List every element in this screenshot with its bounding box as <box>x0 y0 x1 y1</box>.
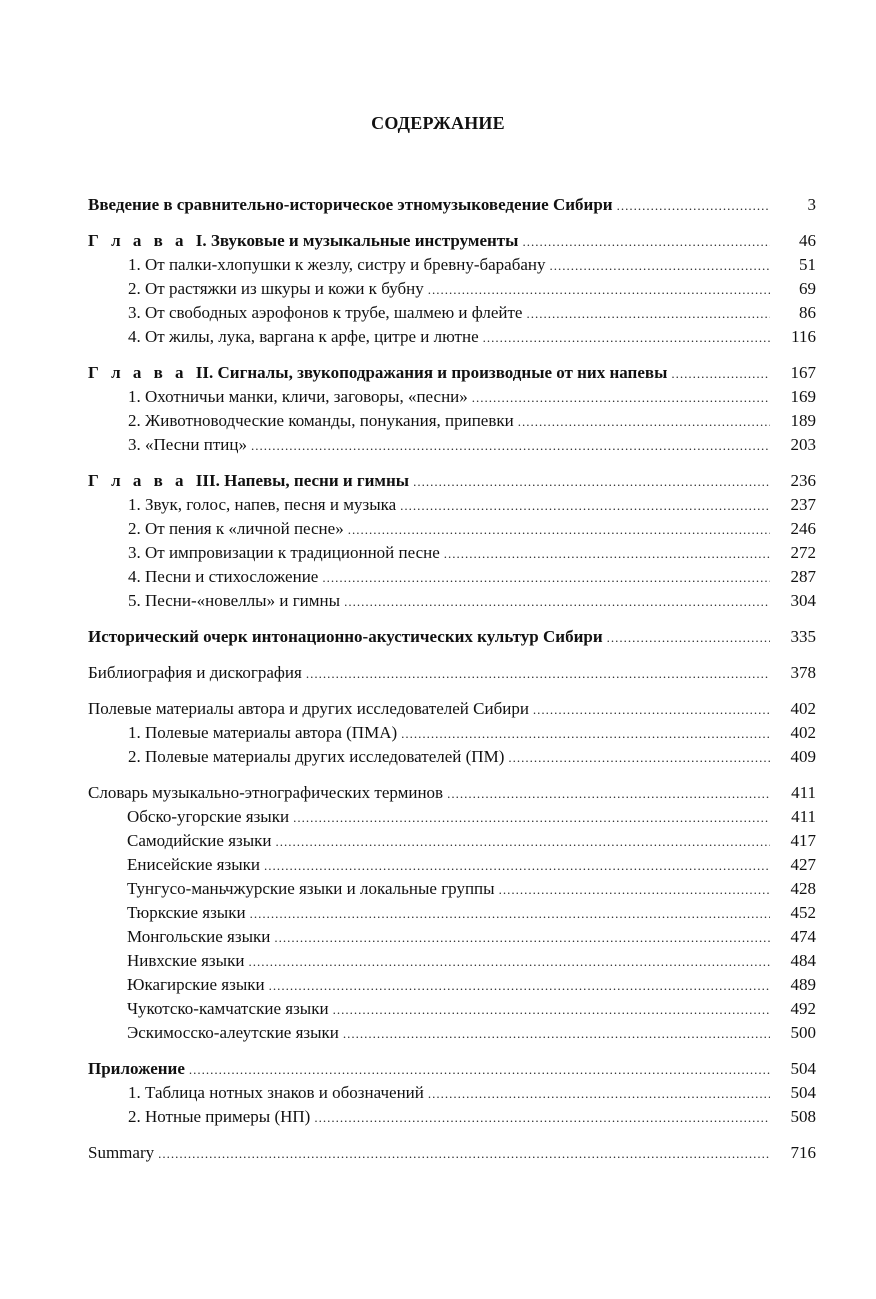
toc-entry-text: Эскимосско-алеутские языки <box>127 1023 339 1042</box>
chapter-prefix: Г л а в а <box>88 231 196 250</box>
toc-page-number: 411 <box>791 783 816 802</box>
toc-entry-label <box>88 721 401 745</box>
dot-leader <box>314 1106 770 1130</box>
section-gap <box>88 349 828 361</box>
toc-page-number: 86 <box>799 303 816 322</box>
toc-entry-label <box>88 1081 428 1105</box>
toc-entry <box>88 745 828 769</box>
dot-leader <box>401 722 770 746</box>
toc-page-number: 492 <box>790 999 816 1018</box>
section-gap <box>88 457 828 469</box>
toc-page-number: 716 <box>790 1143 816 1162</box>
toc-entry <box>88 385 828 409</box>
toc-entry-text: 2. Полевые материалы других исследователей (ПМ) <box>128 747 505 766</box>
toc-page-number: 203 <box>790 435 816 454</box>
toc-page-number: 272 <box>790 543 816 562</box>
dot-leader <box>343 1022 770 1046</box>
toc-page-number: 287 <box>790 567 816 586</box>
toc-entry-text: Приложение <box>88 1059 185 1078</box>
toc-page-number: 169 <box>790 387 816 406</box>
toc-entry-text: Введение в сравнительно-историческое этномузыковедение Сибири <box>88 195 613 214</box>
toc-entry-label <box>88 925 274 949</box>
dot-leader <box>158 1142 770 1166</box>
toc-page-number: 411 <box>791 807 816 826</box>
dot-leader <box>508 746 770 770</box>
toc-entry <box>88 541 828 565</box>
dot-leader <box>264 854 770 878</box>
toc-page-number: 69 <box>799 279 816 298</box>
toc-entry-text: Библиография и дискография <box>88 663 302 682</box>
toc-entry-text: III. Напевы, песни и гимны <box>195 471 410 490</box>
toc-entry-text: 4. От жилы, лука, варгана к арфе, цитре и лютне <box>128 327 479 346</box>
dot-leader <box>293 806 770 830</box>
toc-entry-label <box>88 517 348 541</box>
toc-entry-text: 1. Звук, голос, напев, песня и музыка <box>128 495 397 514</box>
toc-entry-label <box>88 829 276 853</box>
toc-entry-text: Монгольские языки <box>127 927 271 946</box>
toc-page-number: 335 <box>790 627 816 646</box>
toc-entry-label <box>88 1105 314 1129</box>
toc-entry-text: Чукотско-камчатские языки <box>127 999 329 1018</box>
toc-entry-label <box>88 409 518 433</box>
dot-leader <box>306 662 770 686</box>
dot-leader <box>428 1082 770 1106</box>
toc-entry-text: 3. От импровизации к традиционной песне <box>128 543 440 562</box>
toc-entry-label <box>88 361 671 385</box>
toc-entry-label <box>88 997 333 1021</box>
toc-entry <box>88 853 828 877</box>
toc-entry <box>88 697 828 721</box>
section-gap <box>88 769 828 781</box>
toc-entry-text: 2. От растяжки из шкуры и кожи к бубну <box>128 279 424 298</box>
toc-entry <box>88 565 828 589</box>
dot-leader <box>248 950 770 974</box>
toc-page-number: 504 <box>790 1083 816 1102</box>
dot-leader <box>447 782 770 806</box>
toc-page-number: 452 <box>790 903 816 922</box>
dot-leader <box>413 470 770 494</box>
toc-page-number: 167 <box>790 363 816 382</box>
dot-leader <box>526 302 770 326</box>
toc-entry <box>88 805 828 829</box>
toc-entry <box>88 253 828 277</box>
toc-page-number: 409 <box>790 747 816 766</box>
toc-entry <box>88 973 828 997</box>
toc-entry <box>88 229 828 253</box>
toc-page-number: 489 <box>790 975 816 994</box>
toc-entry-text: 2. Животноводческие команды, понукания, припевки <box>128 411 514 430</box>
toc-entry-text: 2. Нотные примеры (НП) <box>128 1107 311 1126</box>
toc-entry <box>88 1105 828 1129</box>
toc-page-number: 428 <box>790 879 816 898</box>
toc-entry-text: 1. От палки-хлопушки к жезлу, систру и бревну-барабану <box>128 255 546 274</box>
toc-page-number: 51 <box>799 255 816 274</box>
toc-entry <box>88 997 828 1021</box>
dot-leader <box>251 434 770 458</box>
toc-entry-label <box>88 901 250 925</box>
toc-entry-text: Самодийские языки <box>127 831 272 850</box>
toc-entry-text: Тюркские языки <box>127 903 246 922</box>
toc-entry <box>88 1057 828 1081</box>
dot-leader <box>269 974 770 998</box>
toc-entry-label <box>88 697 533 721</box>
dot-leader <box>483 326 770 350</box>
toc-entry-label <box>88 433 251 457</box>
toc-entry <box>88 949 828 973</box>
toc-entry-label <box>88 949 248 973</box>
toc-page-number: 116 <box>791 327 816 346</box>
toc-entry <box>88 325 828 349</box>
toc-entry <box>88 301 828 325</box>
toc-entry-text: 3. «Песни птиц» <box>128 435 247 454</box>
page-title: СОДЕРЖАНИЕ <box>371 113 505 133</box>
toc-page-number: 237 <box>790 495 816 514</box>
toc-entry-label <box>88 253 550 277</box>
dot-leader <box>428 278 770 302</box>
toc-entry-label <box>88 589 344 613</box>
toc-entry-text: Енисейские языки <box>127 855 260 874</box>
dot-leader <box>550 254 770 278</box>
toc-entry-label <box>88 853 264 877</box>
toc-entry-label <box>88 1141 158 1165</box>
toc-entry <box>88 277 828 301</box>
toc-entry-label <box>88 1021 343 1045</box>
toc-entry-label <box>88 877 499 901</box>
toc-entry <box>88 661 828 685</box>
toc-entry-text: 2. От пения к «личной песне» <box>128 519 344 538</box>
toc-entry <box>88 625 828 649</box>
toc-entry <box>88 877 828 901</box>
toc-entry-text: Исторический очерк интонационно-акустических культур Сибири <box>88 627 603 646</box>
toc-entry-text: 4. Песни и стихосложение <box>128 567 319 586</box>
toc-entry <box>88 361 828 385</box>
toc-entry-label <box>88 805 293 829</box>
dot-leader <box>499 878 770 902</box>
toc-entry-text: Обско-угорские языки <box>127 807 290 826</box>
dot-leader <box>274 926 770 950</box>
toc-page-number: 500 <box>790 1023 816 1042</box>
toc-entry <box>88 589 828 613</box>
toc-page-number: 484 <box>790 951 816 970</box>
dot-leader <box>276 830 770 854</box>
toc-entry <box>88 901 828 925</box>
toc-page-number: 427 <box>790 855 816 874</box>
toc-entry <box>88 781 828 805</box>
dot-leader <box>617 194 770 218</box>
toc-entry-label <box>88 193 617 217</box>
toc-page-number: 246 <box>790 519 816 538</box>
toc-entry-label <box>88 1057 189 1081</box>
section-gap <box>88 685 828 697</box>
toc-page-number: 417 <box>790 831 816 850</box>
toc-page-number: 504 <box>790 1059 816 1078</box>
toc-page-number: 402 <box>790 699 816 718</box>
dot-leader <box>444 542 770 566</box>
chapter-prefix: Г л а в а <box>88 363 196 382</box>
dot-leader <box>400 494 770 518</box>
toc-entry-text: Summary <box>88 1143 155 1162</box>
dot-leader <box>522 230 770 254</box>
toc-page-number: 236 <box>790 471 816 490</box>
table-of-contents <box>88 193 828 1165</box>
toc-entry <box>88 493 828 517</box>
toc-entry-label <box>88 469 413 493</box>
toc-entry-text: 3. От свободных аэрофонов к трубе, шалмею и флейте <box>128 303 523 322</box>
toc-entry-label <box>88 781 447 805</box>
dot-leader <box>333 998 770 1022</box>
toc-page-number: 3 <box>807 195 816 214</box>
toc-page-number: 304 <box>790 591 816 610</box>
dot-leader <box>189 1058 770 1082</box>
toc-entry-text: 5. Песни-«новеллы» и гимны <box>128 591 341 610</box>
toc-entry <box>88 1081 828 1105</box>
dot-leader <box>518 410 770 434</box>
toc-entry-text: Юкагирские языки <box>127 975 265 994</box>
toc-entry <box>88 1141 828 1165</box>
toc-entry-text: II. Сигналы, звукоподражания и производные от них напевы <box>195 363 668 382</box>
dot-leader <box>533 698 770 722</box>
toc-entry-label <box>88 661 306 685</box>
toc-entry <box>88 433 828 457</box>
toc-entry <box>88 517 828 541</box>
toc-entry-label <box>88 301 526 325</box>
toc-entry <box>88 925 828 949</box>
toc-entry-label <box>88 277 428 301</box>
section-gap <box>88 1045 828 1057</box>
toc-entry-label <box>88 745 508 769</box>
toc-entry <box>88 829 828 853</box>
toc-entry-label <box>88 385 472 409</box>
toc-entry-label <box>88 229 522 253</box>
toc-entry-text: Словарь музыкально-этнографических терминов <box>88 783 444 802</box>
toc-page-number: 46 <box>799 231 816 250</box>
section-gap <box>88 1129 828 1141</box>
toc-entry <box>88 721 828 745</box>
dot-leader <box>322 566 770 590</box>
toc-entry-label <box>88 973 269 997</box>
section-gap <box>88 649 828 661</box>
toc-page-number: 474 <box>790 927 816 946</box>
section-gap <box>88 217 828 229</box>
toc-entry-label <box>88 493 400 517</box>
dot-leader <box>348 518 770 542</box>
toc-entry-text: 1. Охотничьи манки, кличи, заговоры, «песни» <box>128 387 468 406</box>
toc-entry <box>88 469 828 493</box>
toc-entry-text: 1. Таблица нотных знаков и обозначений <box>128 1083 424 1102</box>
toc-page-number: 508 <box>790 1107 816 1126</box>
dot-leader <box>671 362 770 386</box>
dot-leader <box>607 626 770 650</box>
dot-leader <box>472 386 770 410</box>
dot-leader <box>250 902 770 926</box>
toc-entry-text: Полевые материалы автора и других исследователей Сибири <box>88 699 529 718</box>
toc-entry-label <box>88 325 483 349</box>
toc-entry-text: Нивхские языки <box>127 951 245 970</box>
chapter-prefix: Г л а в а <box>88 471 196 490</box>
dot-leader <box>344 590 770 614</box>
toc-entry-text: 1. Полевые материалы автора (ПМА) <box>128 723 398 742</box>
toc-page-number: 402 <box>790 723 816 742</box>
section-gap <box>88 613 828 625</box>
toc-entry <box>88 409 828 433</box>
toc-page-number: 378 <box>790 663 816 682</box>
toc-entry-label <box>88 541 444 565</box>
toc-entry-text: I. Звуковые и музыкальные инструменты <box>195 231 519 250</box>
toc-entry-label <box>88 625 607 649</box>
toc-entry-label <box>88 565 322 589</box>
toc-entry <box>88 1021 828 1045</box>
toc-entry <box>88 193 828 217</box>
toc-entry-text: Тунгусо-маньчжурские языки и локальные группы <box>127 879 495 898</box>
toc-page-number: 189 <box>790 411 816 430</box>
